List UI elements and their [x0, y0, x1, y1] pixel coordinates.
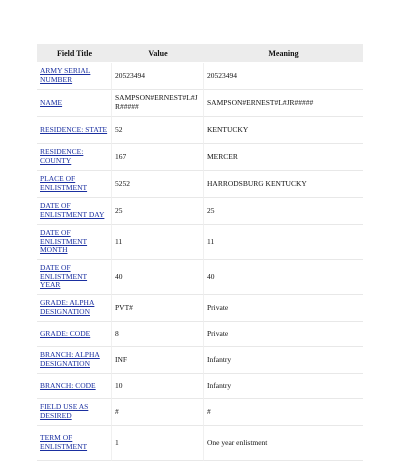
field-link[interactable]: DATE OF ENLISTMENT MONTH — [40, 228, 88, 255]
meaning-cell: HARRODSBURG KENTUCKY — [204, 171, 363, 198]
meaning-cell: # — [204, 399, 363, 426]
value-cell: 11 — [112, 225, 204, 260]
field-link[interactable]: BRANCH: ALPHA DESIGNATION — [40, 350, 100, 368]
value-cell: 25 — [112, 198, 204, 225]
table-row — [37, 322, 363, 347]
value-cell: 1 — [112, 426, 204, 461]
table-row — [37, 90, 363, 117]
table-row — [37, 295, 363, 322]
field-link[interactable]: BRANCH: CODE — [40, 380, 96, 390]
table-row — [37, 117, 363, 144]
field-link[interactable]: GRADE: CODE — [40, 328, 91, 338]
table-row — [37, 63, 363, 90]
table-row — [37, 374, 363, 399]
meaning-cell: KENTUCKY — [204, 117, 363, 144]
header-field-title: Field Title — [37, 44, 112, 63]
meaning-cell: 40 — [204, 260, 363, 295]
field-link[interactable]: ARMY SERIAL NUMBER — [40, 66, 91, 84]
header-value: Value — [112, 44, 204, 63]
table-row — [37, 144, 363, 171]
value-cell: # — [112, 399, 204, 426]
field-link[interactable]: DATE OF ENLISTMENT YEAR — [40, 263, 88, 290]
value-cell: PVT# — [112, 295, 204, 322]
value-cell: 5252 — [112, 171, 204, 198]
table-row — [37, 225, 363, 260]
meaning-cell: SAMPSON#ERNEST#L#JR##### — [204, 90, 363, 117]
value-cell: 40 — [112, 260, 204, 295]
field-link[interactable]: RESIDENCE: STATE — [40, 124, 108, 134]
record-table — [37, 44, 363, 461]
table-row — [37, 399, 363, 426]
field-link[interactable]: DATE OF ENLISTMENT DAY — [40, 201, 105, 219]
meaning-cell: Infantry — [204, 347, 363, 374]
meaning-cell: Private — [204, 295, 363, 322]
table-row — [37, 171, 363, 198]
value-cell: SAMPSON#ERNEST#L#JR##### — [112, 90, 204, 117]
value-cell: 20523494 — [112, 63, 204, 90]
meaning-cell: 25 — [204, 198, 363, 225]
field-link[interactable]: FIELD USE AS DESIRED — [40, 402, 89, 420]
meaning-cell: One year enlistment — [204, 426, 363, 461]
value-cell: 10 — [112, 374, 204, 399]
meaning-cell: 11 — [204, 225, 363, 260]
table-row — [37, 426, 363, 461]
table-body — [37, 63, 363, 461]
table-header — [37, 44, 363, 63]
field-link[interactable]: PLACE OF ENLISTMENT — [40, 174, 88, 192]
meaning-cell: Infantry — [204, 374, 363, 399]
field-link[interactable]: RESIDENCE: COUNTY — [40, 147, 84, 165]
record-table-container — [37, 44, 363, 461]
table-row — [37, 198, 363, 225]
header-meaning: Meaning — [204, 44, 363, 63]
field-link[interactable]: NAME — [40, 97, 63, 107]
value-cell: INF — [112, 347, 204, 374]
meaning-cell: MERCER — [204, 144, 363, 171]
table-row — [37, 260, 363, 295]
table-row — [37, 347, 363, 374]
value-cell: 8 — [112, 322, 204, 347]
meaning-cell: Private — [204, 322, 363, 347]
value-cell: 52 — [112, 117, 204, 144]
field-link[interactable]: TERM OF ENLISTMENT — [40, 433, 88, 451]
meaning-cell: 20523494 — [204, 63, 363, 90]
field-link[interactable]: GRADE: ALPHA DESIGNATION — [40, 298, 95, 316]
value-cell: 167 — [112, 144, 204, 171]
